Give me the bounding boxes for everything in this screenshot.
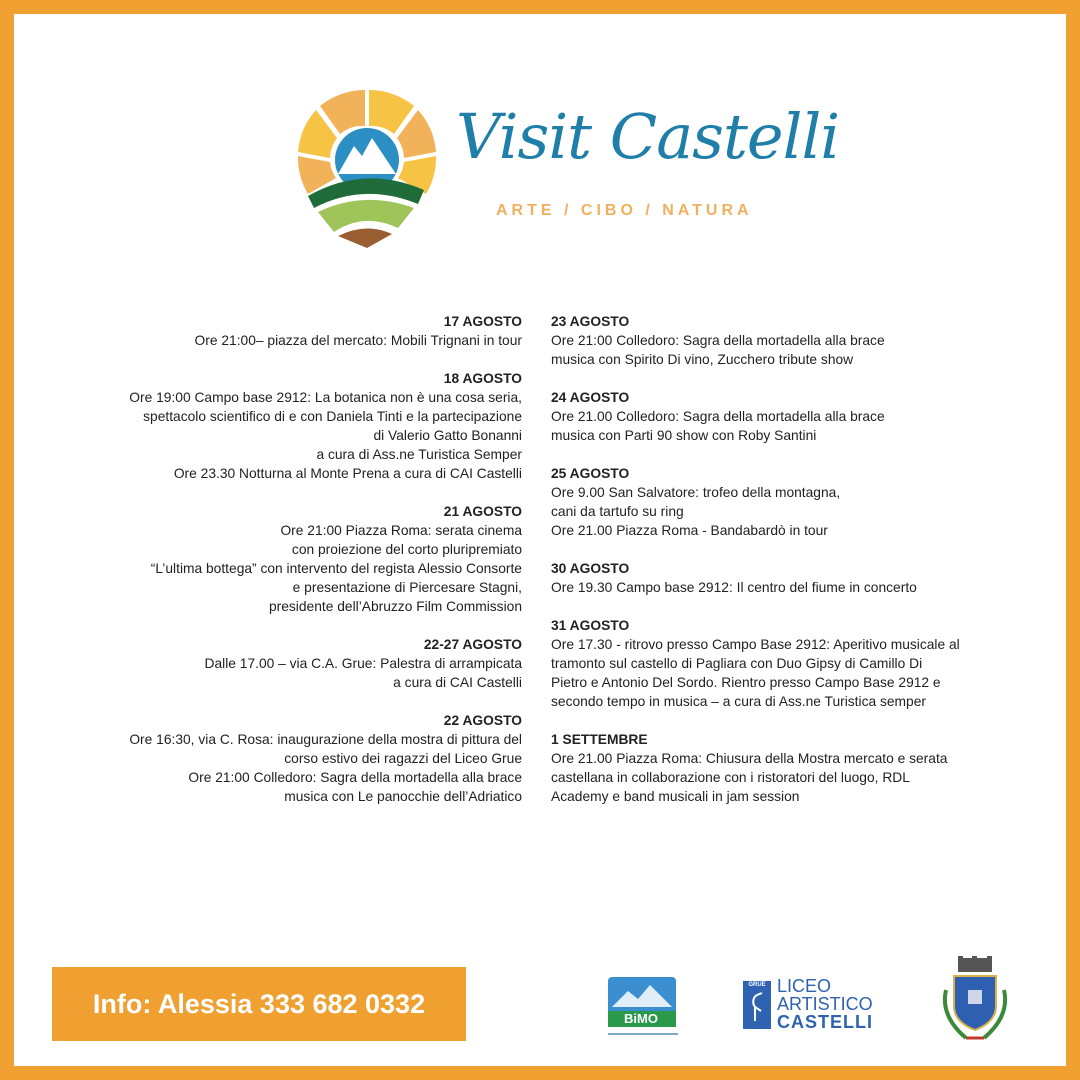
day-date: 24 AGOSTO (551, 390, 630, 405)
day-block (551, 616, 1021, 711)
event-line: a cura di CAI Castelli (393, 675, 522, 690)
event-line: Ore 21:00 Colledoro: Sagra della mortadella alla brace (188, 770, 522, 785)
day-block (551, 730, 1021, 806)
event-line: di Valerio Gatto Bonanni (373, 428, 522, 443)
day-block (54, 635, 522, 692)
event-line: Ore 21:00 Colledoro: Sagra della mortadella alla brace (551, 333, 885, 348)
day-date: 18 AGOSTO (443, 371, 522, 386)
event-line: con proiezione del corto pluripremiato (291, 542, 522, 557)
event-line: Dalle 17.00 – via C.A. Grue: Palestra di arrampicata (204, 656, 522, 671)
event-line: Ore 16:30, via C. Rosa: inaugurazione della mostra di pittura del (129, 732, 522, 747)
event-line: Pietro e Antonio Del Sordo. Rientro presso Campo Base 2912 e (551, 675, 941, 690)
event-line: a cura di Ass.ne Turistica Semper (316, 447, 522, 462)
liceo-line1: LICEO (777, 976, 832, 996)
event-line: Ore 17.30 - ritrovo presso Campo Base 2912: Aperitivo musicale al (551, 637, 960, 652)
event-line: e presentazione di Piercesare Stagni, (292, 580, 522, 595)
event-line: Ore 21.00 Colledoro: Sagra della mortadella alla brace (551, 409, 885, 424)
event-line: presidente dell’Abruzzo Film Commission (268, 599, 522, 614)
day-date: 1 SETTEMBRE (551, 732, 648, 747)
event-line: Ore 21:00– piazza del mercato: Mobili Trignani in tour (194, 333, 522, 348)
liceo-line2: ARTISTICO (777, 994, 873, 1014)
bim-label: BiMO (624, 1011, 658, 1026)
info-contact-box: Info: Alessia 333 682 0332 (52, 967, 466, 1041)
day-date: 30 AGOSTO (551, 561, 630, 576)
event-line: Ore 21.00 Piazza Roma - Bandabardò in tour (551, 523, 828, 538)
day-block (54, 369, 522, 483)
liceo-text (777, 977, 873, 1031)
day-block (551, 464, 1021, 540)
event-line: secondo tempo in musica – a cura di Ass.ne Turistica semper (551, 694, 926, 709)
day-date: 25 AGOSTO (551, 466, 630, 481)
day-date: 31 AGOSTO (551, 618, 630, 633)
heron-icon (743, 981, 771, 1029)
day-block (54, 502, 522, 616)
event-line: “L’ultima bottega” con intervento del regista Alessio Consorte (150, 561, 522, 576)
event-line: Ore 9.00 San Salvatore: trofeo della montagna, (551, 485, 841, 500)
event-line: musica con Parti 90 show con Roby Santini (551, 428, 817, 443)
liceo-line3: CASTELLI (777, 1012, 873, 1032)
event-line: Academy e band musicali in jam session (551, 789, 800, 804)
bim-logo (608, 977, 680, 1039)
schedule-left-column (54, 312, 522, 825)
day-date: 22-27 AGOSTO (423, 637, 522, 652)
day-block (54, 711, 522, 806)
event-line: castellana in collaborazione con i ristoratori del luogo, RDL (551, 770, 910, 785)
event-line: corso estivo dei ragazzi del Liceo Grue (284, 751, 522, 766)
map-pin-logo-icon (294, 86, 444, 251)
event-line: Ore 21:00 Piazza Roma: serata cinema (280, 523, 522, 538)
brand-logo (294, 86, 840, 256)
event-line: tramonto sul castello di Pagliara con Duo Gipsy di Camillo Di (551, 656, 923, 671)
day-block (54, 312, 522, 350)
day-block (551, 388, 1021, 445)
day-date: 22 AGOSTO (443, 713, 522, 728)
day-block (551, 312, 1021, 369)
day-block (551, 559, 1021, 597)
event-line: cani da tartufo su ring (551, 504, 684, 519)
event-poster (14, 14, 1066, 1066)
liceo-badge-label: GRUE (748, 982, 766, 988)
event-line: Ore 19:00 Campo base 2912: La botanica non è una cosa seria, (129, 390, 522, 405)
day-date: 23 AGOSTO (551, 314, 630, 329)
event-line: musica con Le panocchie dell’Adriatico (284, 789, 522, 804)
day-date: 17 AGOSTO (443, 314, 522, 329)
brand-title: Visit Castelli (456, 100, 840, 173)
event-line: spettacolo scientifico di e con Daniela Tinti e la partecipazione (143, 409, 522, 424)
day-date: 21 AGOSTO (443, 504, 522, 519)
comune-crest-icon (936, 956, 1014, 1050)
event-line: Ore 21.00 Piazza Roma: Chiusura della Mostra mercato e serata (551, 751, 948, 766)
event-line: Ore 23.30 Notturna al Monte Prena a cura di CAI Castelli (173, 466, 522, 481)
event-line: Ore 19.30 Campo base 2912: Il centro del fiume in concerto (551, 580, 917, 595)
brand-tagline: ARTE / CIBO / NATURA (496, 202, 753, 219)
schedule-right-column (551, 312, 1021, 825)
liceo-badge (743, 981, 771, 1029)
liceo-artistico-logo (743, 977, 893, 1033)
event-line: musica con Spirito Di vino, Zucchero tribute show (551, 352, 854, 367)
